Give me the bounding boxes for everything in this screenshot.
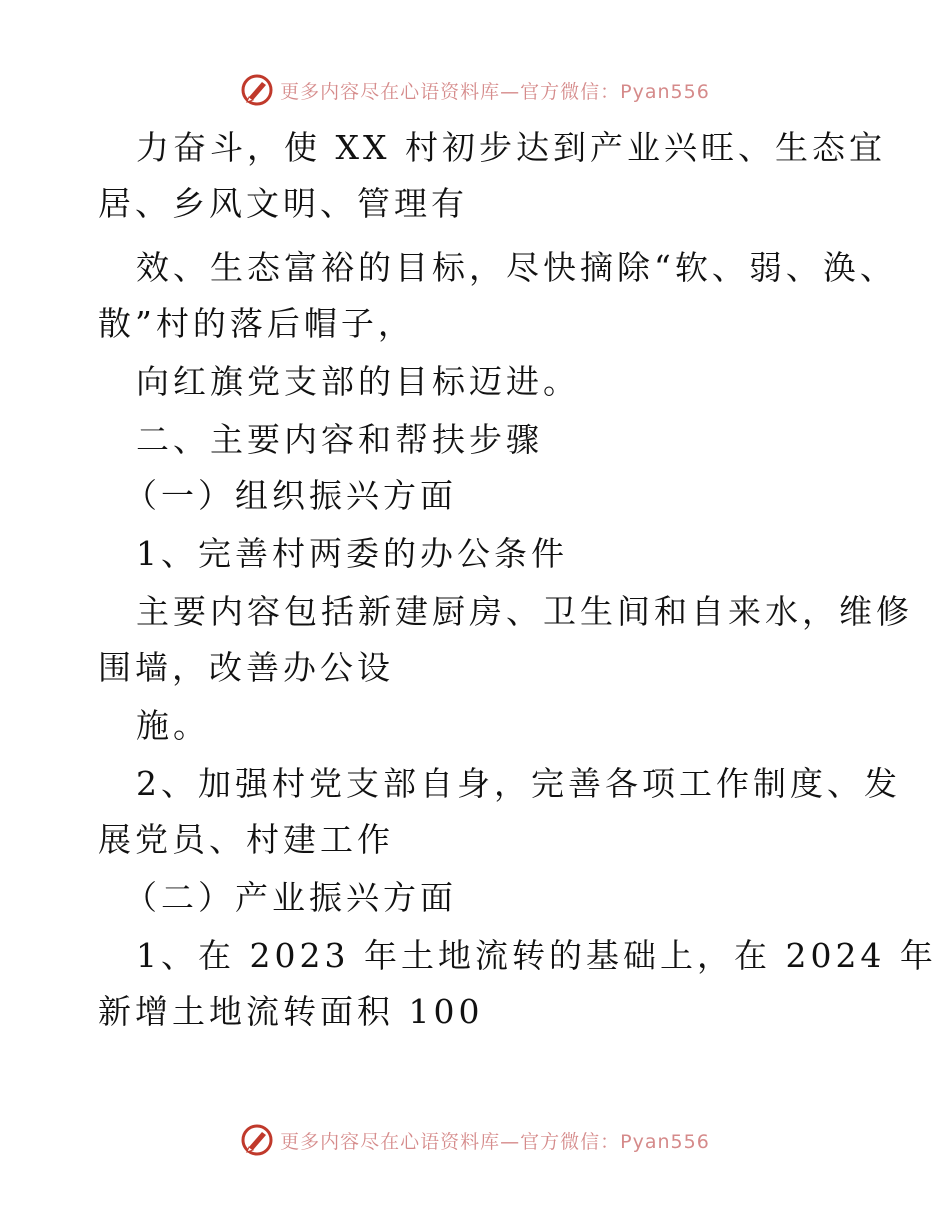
- paragraph-line: 向红旗党支部的目标迈进。: [136, 362, 580, 401]
- footer-banner: [0, 1118, 950, 1162]
- paragraph-line: 围墙，改善办公设: [98, 648, 394, 687]
- paragraph-line: 效、生态富裕的目标，尽快摘除“软、弱、涣、: [136, 248, 897, 287]
- section-heading: 二、主要内容和帮扶步骤: [136, 420, 543, 459]
- header-banner-text: 更多内容尽在心语资料库—官方微信：Pyan556: [280, 80, 710, 103]
- list-item: 1、在 2023 年土地流转的基础上，在 2024 年: [136, 936, 937, 975]
- pen-logo-icon: [240, 73, 274, 107]
- paragraph-line: 展党员、村建工作: [98, 820, 394, 859]
- paragraph-line: 力奋斗，使 XX 村初步达到产业兴旺、生态宜: [136, 128, 886, 167]
- list-item: 2、加强村党支部自身，完善各项工作制度、发: [136, 764, 901, 803]
- paragraph-line: 居、乡风文明、管理有: [98, 184, 468, 223]
- subsection-heading: （一）组织振兴方面: [124, 476, 457, 515]
- footer-banner-text: 更多内容尽在心语资料库—官方微信：Pyan556: [280, 1130, 710, 1153]
- paragraph-line: 新增土地流转面积 100: [98, 992, 484, 1031]
- pen-logo-icon: [240, 1123, 274, 1157]
- subsection-heading: （二）产业振兴方面: [124, 878, 457, 917]
- paragraph-line: 散”村的落后帽子，: [98, 304, 415, 343]
- list-item: 1、完善村两委的办公条件: [136, 534, 568, 573]
- paragraph-line: 施。: [136, 706, 210, 745]
- header-banner: [0, 68, 950, 112]
- paragraph-line: 主要内容包括新建厨房、卫生间和自来水，维修: [136, 592, 913, 631]
